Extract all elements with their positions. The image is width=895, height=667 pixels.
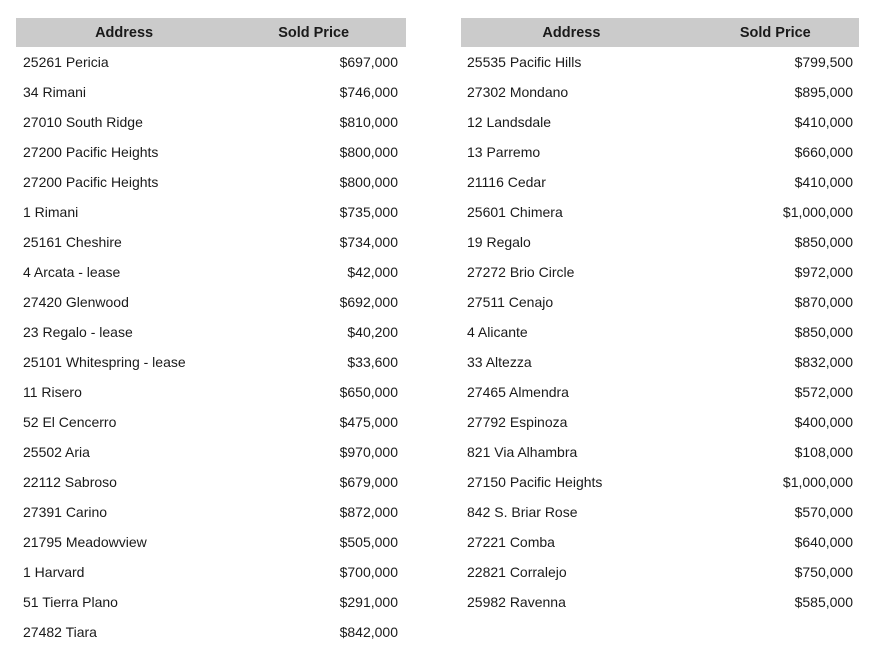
sold-price-cell: $734,000	[339, 234, 398, 250]
address-cell: 52 El Cencerro	[23, 414, 117, 430]
address-cell: 27150 Pacific Heights	[467, 474, 603, 490]
table-row	[461, 257, 859, 287]
address-cell: 27302 Mondano	[467, 84, 569, 100]
address-cell: 25982 Ravenna	[467, 594, 566, 610]
sold-price-cell: $570,000	[794, 504, 853, 520]
address-cell: 27200 Pacific Heights	[23, 144, 159, 160]
address-cell: 4 Alicante	[467, 324, 528, 340]
table-row	[16, 317, 406, 347]
sold-price-cell: $810,000	[339, 114, 398, 130]
table-row	[461, 287, 859, 317]
table-row	[16, 227, 406, 257]
sold-price-column-header: Sold Price	[692, 18, 859, 47]
sold-price-cell: $679,000	[339, 474, 398, 490]
sold-price-cell: $850,000	[794, 234, 853, 250]
table-row	[16, 257, 406, 287]
table-row	[16, 197, 406, 227]
address-cell: 51 Tierra Plano	[23, 594, 118, 610]
sold-price-cell: $895,000	[794, 84, 853, 100]
sold-price-cell: $410,000	[794, 114, 853, 130]
sales-table-left	[16, 18, 406, 647]
table-row	[461, 587, 859, 617]
address-column-header: Address	[16, 18, 242, 47]
address-cell: 27482 Tiara	[23, 624, 97, 640]
address-cell: 25101 Whitespring - lease	[23, 354, 186, 370]
table-row	[461, 227, 859, 257]
sold-price-cell: $33,600	[347, 354, 398, 370]
sold-price-cell: $1,000,000	[782, 474, 853, 490]
sold-price-cell: $291,000	[339, 594, 398, 610]
address-cell: 22112 Sabroso	[23, 474, 117, 490]
sold-price-cell: $800,000	[339, 144, 398, 160]
table-row	[16, 437, 406, 467]
table-row	[16, 377, 406, 407]
sold-price-cell: $972,000	[794, 264, 853, 280]
address-cell: 23 Regalo - lease	[23, 324, 133, 340]
address-cell: 27010 South Ridge	[23, 114, 143, 130]
table-row	[461, 107, 859, 137]
sold-price-cell: $660,000	[794, 144, 853, 160]
table-row	[16, 407, 406, 437]
table-row	[461, 197, 859, 227]
sold-price-column-header: Sold Price	[242, 18, 406, 47]
sold-price-cell: $832,000	[794, 354, 853, 370]
address-cell: 25535 Pacific Hills	[467, 54, 582, 70]
table-row	[16, 467, 406, 497]
table-row	[16, 347, 406, 377]
sold-price-cell: $572,000	[794, 384, 853, 400]
sold-price-cell: $40,200	[347, 324, 398, 340]
sold-price-cell: $842,000	[339, 624, 398, 640]
sold-price-cell: $1,000,000	[782, 204, 853, 220]
address-cell: 27200 Pacific Heights	[23, 174, 159, 190]
address-cell: 22821 Corralejo	[467, 564, 567, 580]
table-row	[461, 437, 859, 467]
sold-price-cell: $692,000	[339, 294, 398, 310]
sold-price-cell: $850,000	[794, 324, 853, 340]
sold-price-cell: $400,000	[794, 414, 853, 430]
table-row	[16, 47, 406, 77]
sold-price-cell: $410,000	[794, 174, 853, 190]
address-cell: 13 Parremo	[467, 144, 541, 160]
address-cell: 25502 Aria	[23, 444, 90, 460]
table-row	[16, 167, 406, 197]
table-row	[461, 77, 859, 107]
table-row	[16, 557, 406, 587]
table-row	[461, 527, 859, 557]
address-cell: 27792 Espinoza	[467, 414, 568, 430]
table-row	[461, 407, 859, 437]
table-row	[16, 77, 406, 107]
address-cell: 33 Altezza	[467, 354, 532, 370]
table-row	[16, 107, 406, 137]
table-row	[461, 557, 859, 587]
sold-price-cell: $108,000	[794, 444, 853, 460]
address-cell: 27272 Brio Circle	[467, 264, 575, 280]
address-cell: 4 Arcata - lease	[23, 264, 121, 280]
address-cell: 11 Risero	[23, 384, 82, 400]
sold-price-cell: $700,000	[339, 564, 398, 580]
table-header-row	[461, 18, 859, 47]
sold-price-cell: $800,000	[339, 174, 398, 190]
sold-price-cell: $970,000	[339, 444, 398, 460]
sold-price-cell: $650,000	[339, 384, 398, 400]
sales-table-right	[461, 18, 859, 617]
address-cell: 842 S. Briar Rose	[467, 504, 578, 520]
address-cell: 27221 Comba	[467, 534, 555, 550]
table-row	[461, 497, 859, 527]
sold-price-cell: $505,000	[339, 534, 398, 550]
address-cell: 19 Regalo	[467, 234, 531, 250]
sold-price-cell: $42,000	[347, 264, 398, 280]
table-row	[461, 347, 859, 377]
table-body	[16, 47, 406, 647]
address-cell: 34 Rimani	[23, 84, 87, 100]
address-cell: 27420 Glenwood	[23, 294, 129, 310]
table-row	[461, 137, 859, 167]
address-cell: 1 Rimani	[23, 204, 79, 220]
address-cell: 25261 Pericia	[23, 54, 109, 70]
address-cell: 27465 Almendra	[467, 384, 569, 400]
table-row	[461, 377, 859, 407]
table-row	[16, 617, 406, 647]
sold-price-cell: $872,000	[339, 504, 398, 520]
table-row	[16, 137, 406, 167]
sold-price-cell: $746,000	[339, 84, 398, 100]
table-row	[461, 167, 859, 197]
sold-price-cell: $640,000	[794, 534, 853, 550]
address-cell: 25161 Cheshire	[23, 234, 122, 250]
table-row	[16, 587, 406, 617]
address-cell: 21795 Meadowview	[23, 534, 147, 550]
sold-price-cell: $750,000	[794, 564, 853, 580]
address-cell: 27511 Cenajo	[467, 294, 554, 310]
table-row	[16, 527, 406, 557]
address-cell: 1 Harvard	[23, 564, 85, 580]
sold-price-cell: $585,000	[794, 594, 853, 610]
table-row	[461, 317, 859, 347]
address-column-header: Address	[461, 18, 692, 47]
sold-price-cell: $697,000	[339, 54, 398, 70]
address-cell: 821 Via Alhambra	[467, 444, 578, 460]
table-row	[16, 287, 406, 317]
table-body	[461, 47, 859, 617]
table-row	[461, 467, 859, 497]
address-cell: 27391 Carino	[23, 504, 108, 520]
sold-price-cell: $735,000	[339, 204, 398, 220]
address-cell: 25601 Chimera	[467, 204, 563, 220]
table-row	[461, 47, 859, 77]
sold-price-cell: $799,500	[794, 54, 853, 70]
address-cell: 21116 Cedar	[467, 174, 546, 190]
sold-price-cell: $475,000	[339, 414, 398, 430]
table-row	[16, 497, 406, 527]
table-header-row	[16, 18, 406, 47]
address-cell: 12 Landsdale	[467, 114, 552, 130]
sold-price-cell: $870,000	[794, 294, 853, 310]
